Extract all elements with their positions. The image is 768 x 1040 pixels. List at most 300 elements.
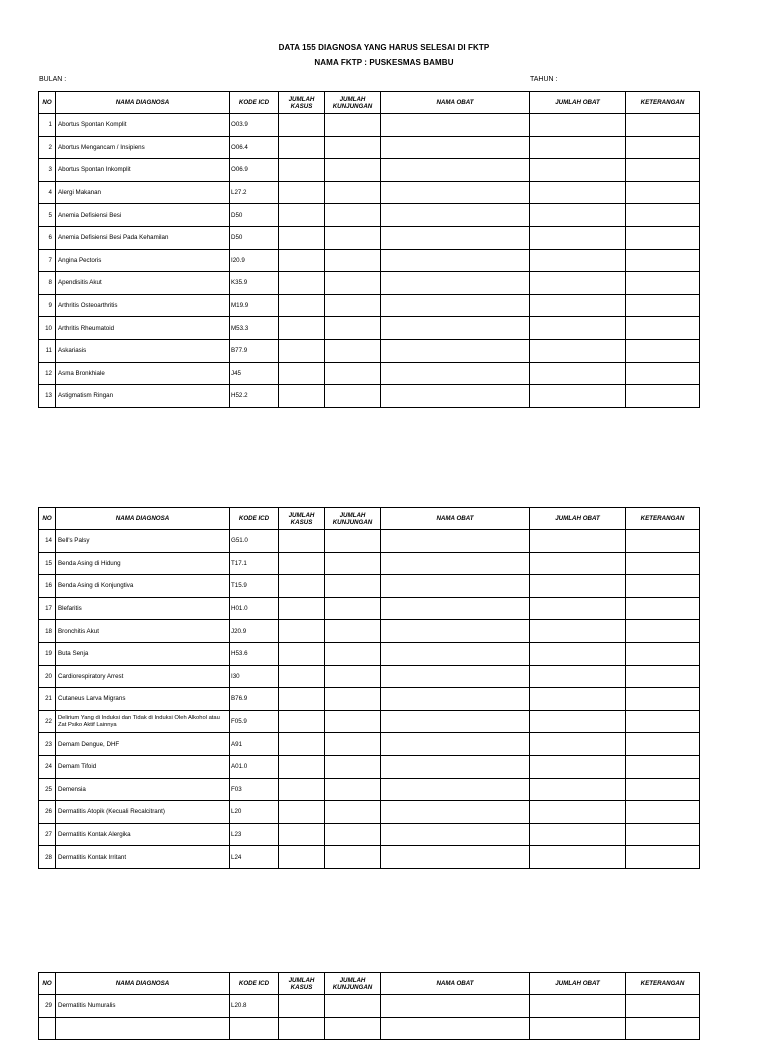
jumlah-kasus-cell[interactable] xyxy=(279,385,325,408)
jumlah-kasus-cell[interactable] xyxy=(279,823,325,846)
jumlah-kunjungan-cell[interactable] xyxy=(325,710,381,733)
col-keterangan-header: KETERANGAN xyxy=(626,508,700,530)
jumlah-obat-cell[interactable] xyxy=(530,294,626,317)
nama-obat-cell[interactable] xyxy=(381,642,530,665)
table-row xyxy=(39,710,700,733)
nama-obat-cell[interactable] xyxy=(381,136,530,159)
keterangan-cell[interactable] xyxy=(626,778,700,801)
row-number: 23 xyxy=(39,733,56,756)
diagnosis-name: Dermatitis Kontak Alergika xyxy=(56,823,230,846)
keterangan-cell[interactable] xyxy=(626,688,700,711)
col-jumlah-kasus-header: JUMLAH KASUS xyxy=(279,508,325,530)
icd-code: L20 xyxy=(230,801,279,824)
keterangan-cell[interactable] xyxy=(626,362,700,385)
diagnosis-name: Demensia xyxy=(56,778,230,801)
nama-obat-cell[interactable] xyxy=(381,249,530,272)
diagnosis-name: Cutaneus Larva Migrans xyxy=(56,688,230,711)
jumlah-kunjungan-cell[interactable] xyxy=(325,995,381,1018)
table-row xyxy=(39,801,700,824)
nama-obat-cell[interactable] xyxy=(381,204,530,227)
col-nama-obat-header: NAMA OBAT xyxy=(381,92,530,114)
row-number: 5 xyxy=(39,204,56,227)
nama-obat-cell[interactable] xyxy=(381,688,530,711)
nama-obat-cell[interactable] xyxy=(381,995,530,1018)
table-row xyxy=(39,204,700,227)
row-number: 21 xyxy=(39,688,56,711)
row-number: 2 xyxy=(39,136,56,159)
nama-obat-cell[interactable] xyxy=(381,272,530,295)
jumlah-kasus-cell[interactable] xyxy=(279,665,325,688)
jumlah-kunjungan-cell[interactable] xyxy=(325,317,381,340)
jumlah-kunjungan-cell[interactable] xyxy=(325,530,381,553)
table-row xyxy=(39,755,700,778)
jumlah-kunjungan-cell[interactable] xyxy=(325,755,381,778)
nama-obat-cell[interactable] xyxy=(381,733,530,756)
jumlah-obat-cell[interactable] xyxy=(530,801,626,824)
keterangan-cell[interactable] xyxy=(626,204,700,227)
row-number: 8 xyxy=(39,272,56,295)
keterangan-cell[interactable] xyxy=(626,620,700,643)
jumlah-kasus-cell[interactable] xyxy=(279,642,325,665)
jumlah-kunjungan-cell[interactable] xyxy=(325,249,381,272)
keterangan-cell[interactable] xyxy=(626,114,700,137)
jumlah-kunjungan-cell[interactable] xyxy=(325,642,381,665)
jumlah-kunjungan-cell[interactable] xyxy=(325,339,381,362)
keterangan-cell[interactable] xyxy=(626,272,700,295)
nama-obat-cell[interactable] xyxy=(381,530,530,553)
col-nama-diagnosa-header: NAMA DIAGNOSA xyxy=(56,92,230,114)
row-number: 19 xyxy=(39,642,56,665)
jumlah-obat-cell[interactable] xyxy=(530,778,626,801)
col-kode-icd-header: KODE ICD xyxy=(230,973,279,995)
jumlah-kasus-cell[interactable] xyxy=(279,755,325,778)
jumlah-kasus-cell[interactable] xyxy=(279,159,325,182)
jumlah-kunjungan-cell[interactable] xyxy=(325,204,381,227)
row-number: 24 xyxy=(39,755,56,778)
col-jumlah-obat-header: JUMLAH OBAT xyxy=(530,973,626,995)
nama-obat-cell[interactable] xyxy=(381,294,530,317)
col-keterangan-header: KETERANGAN xyxy=(626,92,700,114)
jumlah-kunjungan-cell[interactable] xyxy=(325,1017,381,1040)
jumlah-obat-cell[interactable] xyxy=(530,733,626,756)
table-row xyxy=(39,733,700,756)
diagnosis-name: Apendisitis Akut xyxy=(56,272,230,295)
col-jumlah-kunjungan-header: JUMLAH KUNJUNGAN xyxy=(325,508,381,530)
row-number xyxy=(39,1017,56,1040)
icd-code: T15.9 xyxy=(230,575,279,598)
document-title: DATA 155 DIAGNOSA YANG HARUS SELESAI DI FKTP xyxy=(278,43,490,52)
jumlah-obat-cell[interactable] xyxy=(530,710,626,733)
row-number: 10 xyxy=(39,317,56,340)
table-row xyxy=(39,620,700,643)
jumlah-kasus-cell[interactable] xyxy=(279,778,325,801)
col-no-header: NO xyxy=(39,92,56,114)
keterangan-cell[interactable] xyxy=(626,642,700,665)
header-row xyxy=(39,973,700,995)
keterangan-cell[interactable] xyxy=(626,136,700,159)
nama-obat-cell[interactable] xyxy=(381,1017,530,1040)
row-number: 22 xyxy=(39,710,56,733)
header-row xyxy=(39,92,700,114)
diagnosis-table-3 xyxy=(38,972,700,1040)
icd-code: F05.9 xyxy=(230,710,279,733)
jumlah-kunjungan-cell[interactable] xyxy=(325,226,381,249)
nama-obat-cell[interactable] xyxy=(381,710,530,733)
jumlah-kasus-cell[interactable] xyxy=(279,597,325,620)
jumlah-obat-cell[interactable] xyxy=(530,114,626,137)
diagnosis-name: Alergi Makanan xyxy=(56,181,230,204)
jumlah-kunjungan-cell[interactable] xyxy=(325,181,381,204)
icd-code: O06.9 xyxy=(230,159,279,182)
jumlah-obat-cell[interactable] xyxy=(530,755,626,778)
table-row xyxy=(39,136,700,159)
col-no-header: NO xyxy=(39,973,56,995)
jumlah-kunjungan-cell[interactable] xyxy=(325,665,381,688)
nama-obat-cell[interactable] xyxy=(381,226,530,249)
diagnosis-name: Demam Tifoid xyxy=(56,755,230,778)
jumlah-kasus-cell[interactable] xyxy=(279,294,325,317)
icd-code: M19.9 xyxy=(230,294,279,317)
row-number: 18 xyxy=(39,620,56,643)
keterangan-cell[interactable] xyxy=(626,733,700,756)
jumlah-kasus-cell[interactable] xyxy=(279,362,325,385)
row-number: 20 xyxy=(39,665,56,688)
jumlah-obat-cell[interactable] xyxy=(530,530,626,553)
keterangan-cell[interactable] xyxy=(626,665,700,688)
jumlah-obat-cell[interactable] xyxy=(530,642,626,665)
icd-code: L20.8 xyxy=(230,995,279,1018)
table-row xyxy=(39,294,700,317)
keterangan-cell[interactable] xyxy=(626,846,700,869)
jumlah-obat-cell[interactable] xyxy=(530,665,626,688)
jumlah-kasus-cell[interactable] xyxy=(279,620,325,643)
jumlah-kasus-cell[interactable] xyxy=(279,1017,325,1040)
nama-obat-cell[interactable] xyxy=(381,665,530,688)
table-row xyxy=(39,778,700,801)
table-row xyxy=(39,114,700,137)
jumlah-obat-cell[interactable] xyxy=(530,575,626,598)
jumlah-kunjungan-cell[interactable] xyxy=(325,597,381,620)
jumlah-kasus-cell[interactable] xyxy=(279,688,325,711)
nama-obat-cell[interactable] xyxy=(381,801,530,824)
diagnosis-name: Dermatitis Atopik (Kecuali Recalcitrant) xyxy=(56,801,230,824)
diagnosis-name: Benda Asing di Konjungtiva xyxy=(56,575,230,598)
table-row xyxy=(39,575,700,598)
row-number: 6 xyxy=(39,226,56,249)
table-row xyxy=(39,1017,700,1040)
keterangan-cell[interactable] xyxy=(626,249,700,272)
col-nama-obat-header: NAMA OBAT xyxy=(381,973,530,995)
jumlah-obat-cell[interactable] xyxy=(530,136,626,159)
row-number: 27 xyxy=(39,823,56,846)
jumlah-obat-cell[interactable] xyxy=(530,620,626,643)
diagnosis-name: Bell's Palsy xyxy=(56,530,230,553)
nama-obat-cell[interactable] xyxy=(381,552,530,575)
icd-code xyxy=(230,1017,279,1040)
jumlah-kunjungan-cell[interactable] xyxy=(325,136,381,159)
jumlah-kasus-cell[interactable] xyxy=(279,226,325,249)
tahun-label: TAHUN : xyxy=(530,76,558,83)
jumlah-kunjungan-cell[interactable] xyxy=(325,620,381,643)
icd-code: H53.6 xyxy=(230,642,279,665)
jumlah-kunjungan-cell[interactable] xyxy=(325,114,381,137)
jumlah-kunjungan-cell[interactable] xyxy=(325,778,381,801)
diagnosis-name: Asma Bronkhiale xyxy=(56,362,230,385)
jumlah-obat-cell[interactable] xyxy=(530,1017,626,1040)
jumlah-kunjungan-cell[interactable] xyxy=(325,733,381,756)
nama-obat-cell[interactable] xyxy=(381,339,530,362)
diagnosis-name: Abortus Spontan Inkomplit xyxy=(56,159,230,182)
diagnosis-name: Arthritis Rheumatoid xyxy=(56,317,230,340)
col-jumlah-obat-header: JUMLAH OBAT xyxy=(530,92,626,114)
diagnosis-name xyxy=(56,1017,230,1040)
keterangan-cell[interactable] xyxy=(626,294,700,317)
col-nama-diagnosa-header: NAMA DIAGNOSA xyxy=(56,508,230,530)
table-row xyxy=(39,181,700,204)
jumlah-kasus-cell[interactable] xyxy=(279,249,325,272)
icd-code: G51.0 xyxy=(230,530,279,553)
col-kode-icd-header: KODE ICD xyxy=(230,92,279,114)
row-number: 15 xyxy=(39,552,56,575)
keterangan-cell[interactable] xyxy=(626,755,700,778)
table-row xyxy=(39,823,700,846)
row-number: 25 xyxy=(39,778,56,801)
jumlah-obat-cell[interactable] xyxy=(530,204,626,227)
icd-code: L23 xyxy=(230,823,279,846)
jumlah-kasus-cell[interactable] xyxy=(279,995,325,1018)
nama-obat-cell[interactable] xyxy=(381,159,530,182)
row-number: 1 xyxy=(39,114,56,137)
col-jumlah-kasus-header: JUMLAH KASUS xyxy=(279,92,325,114)
jumlah-kasus-cell[interactable] xyxy=(279,317,325,340)
header-row xyxy=(39,508,700,530)
jumlah-obat-cell[interactable] xyxy=(530,995,626,1018)
table-row xyxy=(39,597,700,620)
diagnosis-name: Bronchitis Akut xyxy=(56,620,230,643)
jumlah-kasus-cell[interactable] xyxy=(279,733,325,756)
table-row xyxy=(39,272,700,295)
jumlah-obat-cell[interactable] xyxy=(530,823,626,846)
icd-code: D50 xyxy=(230,226,279,249)
jumlah-kasus-cell[interactable] xyxy=(279,801,325,824)
keterangan-cell[interactable] xyxy=(626,552,700,575)
jumlah-kunjungan-cell[interactable] xyxy=(325,575,381,598)
icd-code: B76.9 xyxy=(230,688,279,711)
diagnosis-name: Anemia Defisiensi Besi xyxy=(56,204,230,227)
keterangan-cell[interactable] xyxy=(626,339,700,362)
col-kode-icd-header: KODE ICD xyxy=(230,508,279,530)
icd-code: T17.1 xyxy=(230,552,279,575)
jumlah-kunjungan-cell[interactable] xyxy=(325,823,381,846)
row-number: 11 xyxy=(39,339,56,362)
icd-code: J20.9 xyxy=(230,620,279,643)
row-number: 9 xyxy=(39,294,56,317)
table-row xyxy=(39,688,700,711)
icd-code: A91 xyxy=(230,733,279,756)
diagnosis-name: Blefaritis xyxy=(56,597,230,620)
jumlah-obat-cell[interactable] xyxy=(530,597,626,620)
jumlah-kasus-cell[interactable] xyxy=(279,339,325,362)
keterangan-cell[interactable] xyxy=(626,1017,700,1040)
icd-code: I30 xyxy=(230,665,279,688)
diagnosis-name: Abortus Spontan Komplit xyxy=(56,114,230,137)
keterangan-cell[interactable] xyxy=(626,823,700,846)
diagnosis-name: Benda Asing di Hidung xyxy=(56,552,230,575)
table-row xyxy=(39,339,700,362)
jumlah-kasus-cell[interactable] xyxy=(279,846,325,869)
diagnosis-table-2 xyxy=(38,507,700,869)
keterangan-cell[interactable] xyxy=(626,317,700,340)
col-nama-obat-header: NAMA OBAT xyxy=(381,508,530,530)
diagnosis-table-1 xyxy=(38,91,700,408)
jumlah-kunjungan-cell[interactable] xyxy=(325,385,381,408)
jumlah-obat-cell[interactable] xyxy=(530,249,626,272)
icd-code: L27.2 xyxy=(230,181,279,204)
icd-code: O03.9 xyxy=(230,114,279,137)
col-jumlah-obat-header: JUMLAH OBAT xyxy=(530,508,626,530)
jumlah-kasus-cell[interactable] xyxy=(279,575,325,598)
row-number: 16 xyxy=(39,575,56,598)
diagnosis-name: Demam Dengue, DHF xyxy=(56,733,230,756)
col-jumlah-kunjungan-header: JUMLAH KUNJUNGAN xyxy=(325,973,381,995)
keterangan-cell[interactable] xyxy=(626,597,700,620)
jumlah-kasus-cell[interactable] xyxy=(279,204,325,227)
keterangan-cell[interactable] xyxy=(626,710,700,733)
diagnosis-name: Buta Senja xyxy=(56,642,230,665)
jumlah-kasus-cell[interactable] xyxy=(279,710,325,733)
nama-obat-cell[interactable] xyxy=(381,317,530,340)
row-number: 4 xyxy=(39,181,56,204)
row-number: 26 xyxy=(39,801,56,824)
table-row xyxy=(39,159,700,182)
keterangan-cell[interactable] xyxy=(626,226,700,249)
jumlah-obat-cell[interactable] xyxy=(530,317,626,340)
jumlah-obat-cell[interactable] xyxy=(530,385,626,408)
jumlah-obat-cell[interactable] xyxy=(530,552,626,575)
icd-code: D50 xyxy=(230,204,279,227)
row-number: 29 xyxy=(39,995,56,1018)
jumlah-kunjungan-cell[interactable] xyxy=(325,159,381,182)
nama-obat-cell[interactable] xyxy=(381,181,530,204)
jumlah-kunjungan-cell[interactable] xyxy=(325,801,381,824)
row-number: 7 xyxy=(39,249,56,272)
diagnosis-name: Dermatitis Kontak Irritant xyxy=(56,846,230,869)
jumlah-obat-cell[interactable] xyxy=(530,272,626,295)
row-number: 3 xyxy=(39,159,56,182)
col-no-header: NO xyxy=(39,508,56,530)
icd-code: B77.9 xyxy=(230,339,279,362)
jumlah-kasus-cell[interactable] xyxy=(279,530,325,553)
fktp-name: NAMA FKTP : PUSKESMAS BAMBU xyxy=(314,58,454,67)
jumlah-kunjungan-cell[interactable] xyxy=(325,688,381,711)
nama-obat-cell[interactable] xyxy=(381,597,530,620)
nama-obat-cell[interactable] xyxy=(381,385,530,408)
jumlah-obat-cell[interactable] xyxy=(530,181,626,204)
col-jumlah-kunjungan-header: JUMLAH KUNJUNGAN xyxy=(325,92,381,114)
table-row xyxy=(39,665,700,688)
jumlah-kasus-cell[interactable] xyxy=(279,552,325,575)
diagnosis-name: Arthritis Osteoarthritis xyxy=(56,294,230,317)
diagnosis-name: Cardiorespiratory Arrest xyxy=(56,665,230,688)
nama-obat-cell[interactable] xyxy=(381,823,530,846)
diagnosis-name: Anemia Defisiensi Besi Pada Kehamilan xyxy=(56,226,230,249)
keterangan-cell[interactable] xyxy=(626,159,700,182)
row-number: 12 xyxy=(39,362,56,385)
icd-code: O06.4 xyxy=(230,136,279,159)
row-number: 28 xyxy=(39,846,56,869)
keterangan-cell[interactable] xyxy=(626,530,700,553)
col-jumlah-kasus-header: JUMLAH KASUS xyxy=(279,973,325,995)
keterangan-cell[interactable] xyxy=(626,385,700,408)
row-number: 13 xyxy=(39,385,56,408)
table-row xyxy=(39,642,700,665)
keterangan-cell[interactable] xyxy=(626,995,700,1018)
keterangan-cell[interactable] xyxy=(626,801,700,824)
table-row xyxy=(39,995,700,1018)
diagnosis-name: Dermatitis Numuralis xyxy=(56,995,230,1018)
table-row xyxy=(39,249,700,272)
table-row xyxy=(39,317,700,340)
jumlah-kasus-cell[interactable] xyxy=(279,181,325,204)
icd-code: K35.9 xyxy=(230,272,279,295)
icd-code: F03 xyxy=(230,778,279,801)
icd-code: L24 xyxy=(230,846,279,869)
table-row xyxy=(39,362,700,385)
jumlah-kunjungan-cell[interactable] xyxy=(325,272,381,295)
jumlah-kasus-cell[interactable] xyxy=(279,136,325,159)
nama-obat-cell[interactable] xyxy=(381,575,530,598)
diagnosis-name: Angina Pectoris xyxy=(56,249,230,272)
jumlah-obat-cell[interactable] xyxy=(530,159,626,182)
jumlah-kunjungan-cell[interactable] xyxy=(325,552,381,575)
keterangan-cell[interactable] xyxy=(626,575,700,598)
jumlah-obat-cell[interactable] xyxy=(530,362,626,385)
jumlah-obat-cell[interactable] xyxy=(530,339,626,362)
col-nama-diagnosa-header: NAMA DIAGNOSA xyxy=(56,973,230,995)
bulan-label: BULAN : xyxy=(39,76,67,83)
icd-code: J45 xyxy=(230,362,279,385)
nama-obat-cell[interactable] xyxy=(381,620,530,643)
diagnosis-name: Abortus Mengancam / Insipiens xyxy=(56,136,230,159)
table-row xyxy=(39,385,700,408)
row-number: 14 xyxy=(39,530,56,553)
nama-obat-cell[interactable] xyxy=(381,114,530,137)
icd-code: A01.0 xyxy=(230,755,279,778)
col-keterangan-header: KETERANGAN xyxy=(626,973,700,995)
keterangan-cell[interactable] xyxy=(626,181,700,204)
diagnosis-name: Askariasis xyxy=(56,339,230,362)
nama-obat-cell[interactable] xyxy=(381,362,530,385)
nama-obat-cell[interactable] xyxy=(381,778,530,801)
icd-code: M53.3 xyxy=(230,317,279,340)
icd-code: I20.9 xyxy=(230,249,279,272)
diagnosis-name: Astigmatism Ringan xyxy=(56,385,230,408)
table-row xyxy=(39,846,700,869)
table-row xyxy=(39,226,700,249)
jumlah-kunjungan-cell[interactable] xyxy=(325,362,381,385)
nama-obat-cell[interactable] xyxy=(381,755,530,778)
diagnosis-name: Delirium Yang di Induksi dan Tidak di Induksi Oleh Alkohol atau Zat Psiko Aktif Lainnya xyxy=(56,710,230,733)
jumlah-kasus-cell[interactable] xyxy=(279,114,325,137)
jumlah-obat-cell[interactable] xyxy=(530,846,626,869)
nama-obat-cell[interactable] xyxy=(381,846,530,869)
jumlah-kunjungan-cell[interactable] xyxy=(325,846,381,869)
jumlah-obat-cell[interactable] xyxy=(530,688,626,711)
jumlah-kunjungan-cell[interactable] xyxy=(325,294,381,317)
jumlah-obat-cell[interactable] xyxy=(530,226,626,249)
table-row xyxy=(39,552,700,575)
jumlah-kasus-cell[interactable] xyxy=(279,272,325,295)
